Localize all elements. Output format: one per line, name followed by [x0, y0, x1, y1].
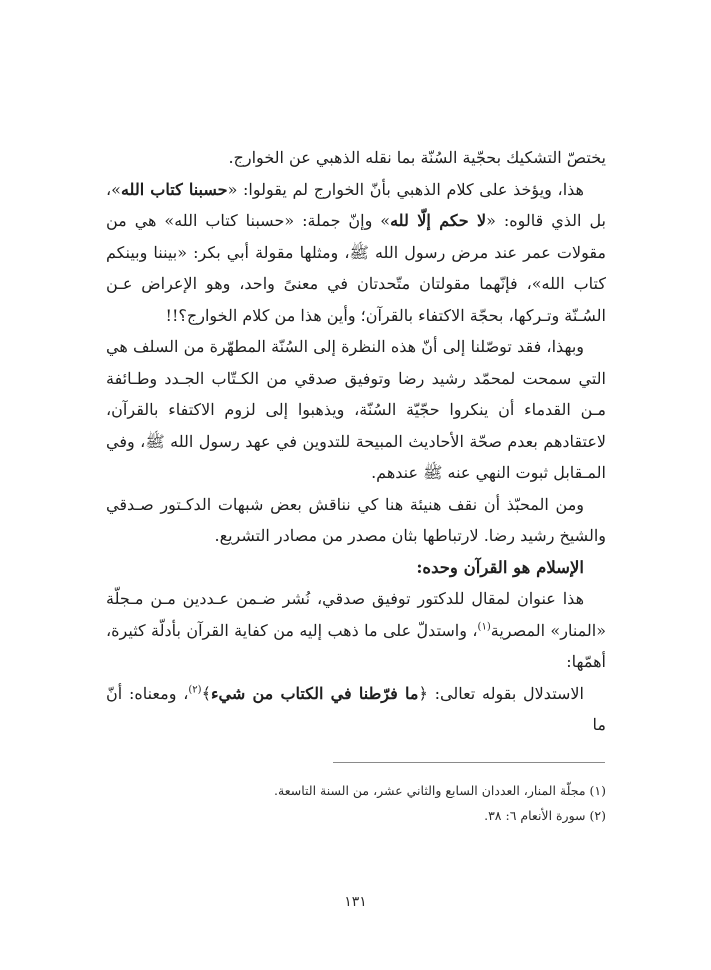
paragraph-2-text-a: هذا، ويؤخذ على كلام الذهبي بأنّ الخوارج لم يقولوا: « — [227, 179, 584, 199]
footnote-ref-1[interactable]: (١) — [477, 621, 491, 633]
paragraph-5 — [106, 583, 606, 678]
footnote-1: (١) مجلّة المنار، العددان السابع والثاني عشر، من السنة التاسعة. — [274, 783, 606, 798]
paragraph-2-text-c: »، بل الذي قالوه: « — [106, 179, 607, 230]
paragraph-5-text-b: ، واستدلّ على ما ذهب إليه من كفاية القرآن بأدلّة كثيرة، أهمّها: — [106, 620, 606, 671]
paragraph-2-text-d: » وإنّ جملة: «حسبنا كتاب الله» هي من مقولات عمر عند مرض رسول الله ﷺ، ومثلها مقولة أبي بكر: «بيننا وبينكم كتاب الله»، فإنّهما مقولتان متّحدتان في معنىً واحد، وهو الإعراض عـن السُـنّة وتـركها، بحجّة الاكتفاء بالقرآن؛ وأين هذا من كلام الخوارج؟!! — [106, 211, 606, 325]
paragraph-6-text-d: ، ومعناه: أنّ ما — [106, 683, 606, 734]
quote-la-hukm: لا حكم إلّا لله — [390, 211, 487, 230]
footnote-divider — [333, 762, 605, 763]
footnote-2: (٢) سورة الأنعام ٦: ٣٨. — [484, 808, 606, 823]
paragraph-3: وبهذا، فقد توصّلنا إلى أنّ هذه النظرة إلى السُنّة المطهّرة من السلف هي التي سمحت لمحمّد رشيد رضا وتوفيق صدقي من الكـتّاب الجـدد وطـائفة مـن القدماء أن ينكروا حجّيّة السُنّة، ويذهبوا إلى لزوم الاكتفاء بالقرآن، لاعتقادهم بعدم صحّة الأحاديث المبيحة للتدوين في عهد رسول الله ﷺ، وفي المـقابل ثبوت النهي عنه ﷺ عندهم. — [106, 337, 606, 482]
footnote-ref-2[interactable]: (٢) — [188, 684, 202, 696]
page-body — [106, 142, 606, 741]
footnotes — [106, 778, 606, 828]
paragraph-5-text-a: هذا عنوان لمقال للدكتور توفيق صدقي، نُشر ضـمن عـددين مـن مـجلّة «المنار» المصرية — [106, 589, 607, 640]
quran-verse: ما فرّطنا في الكتاب من شيء — [210, 683, 419, 703]
paragraph-6-text-a: الاستدلال بقوله تعالى: ﴿ — [418, 683, 584, 703]
page-number: ١٣١ — [344, 894, 367, 910]
paragraph-4: ومن المحبّذ أن نقف هنيئة هنا كي نناقش بعض شبهات الدكـتور صـدقي والشيخ رشيد رضا. لارتباطها بثان مصدر من مصادر التشريع. — [106, 494, 606, 545]
paragraph-2 — [106, 174, 606, 332]
paragraph-1: يختصّ التشكيك بحجّية السُنّة بما نقله الذهبي عن الخوارج. — [228, 148, 606, 167]
paragraph-6-text-c: ﴾ — [201, 683, 211, 703]
section-heading: الإسلام هو القرآن وحده: — [416, 557, 584, 577]
paragraph-6 — [106, 678, 606, 741]
quote-hasbuna: حسبنا كتاب الله — [120, 179, 228, 199]
